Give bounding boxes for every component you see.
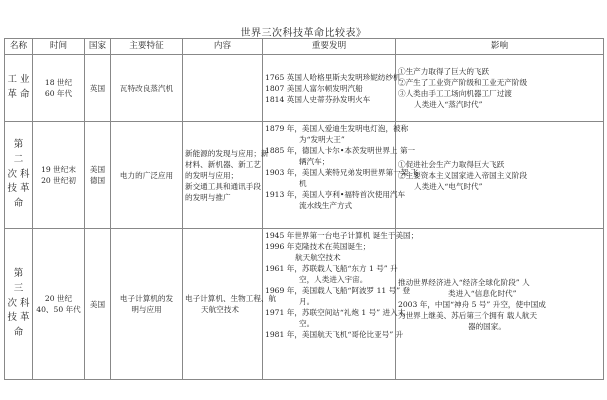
impact-cell: ①生产力取得了巨大的飞跃 ②产生了工业资产阶级和工业无产阶级 ③人类由手工工场向机器工厂过渡 人类进入“蒸汽时代” <box>396 55 604 122</box>
content-cell <box>183 55 263 122</box>
comparison-table <box>4 38 604 380</box>
table-row <box>5 122 604 229</box>
header-country: 国家 <box>85 39 111 55</box>
header-time: 时间 <box>33 39 85 55</box>
feature-cell: 电子计算机的发 明与应用 <box>111 229 183 380</box>
content-cell: 电子计算机、生物工程、航 天航空技术 <box>183 229 263 380</box>
header-impact: 影响 <box>396 39 604 55</box>
name-cell: 第 三 次 科 技 革 命 <box>5 229 33 380</box>
table-row <box>5 55 604 122</box>
header-row <box>5 39 604 55</box>
country-cell: 美国 <box>85 229 111 380</box>
inventions-cell: 1879 年，美国人爱迪生发明电灯泡，被称 为“发明大王” 1885 年，德国人卡尔•本茨发明世界上 第一 辆汽车； 1903 年，美国人莱特兄弟发明世界第一架 飞 机 1913 年，美国人亨利•福特首次使用汽车 流水线生产方式 <box>263 122 396 229</box>
document-title: 世界三次科技革命比较表》 <box>240 28 367 39</box>
country-cell: 美国 德国 <box>85 122 111 229</box>
impact-cell: ①促进社会生产力取得巨大飞跃 ②主要资本主义国家进入帝国主义阶段 人类进入“电气时代” <box>396 122 604 229</box>
content-cell: 新能源的发现与应用；新 材料、新机器、新工艺 的发明与应用； 新交通工具和通讯手段 的发明与推广 <box>183 122 263 229</box>
inventions-cell: 1945 年世界第一台电子计算机 诞生于美国； 1996 年克隆技术在英国诞生； 航天航空技术 1961 年，苏联载人飞船“东方 1 号” 升 空，人类进入宇宙。 1969 年，美国载人飞船“阿波罗 11 号” 登 月。 1971 年，苏联空间站“礼炮 1 号” 进入太 空。 1981 年，美国航天飞机“哥伦比亚号” 升 <box>263 229 396 380</box>
header-name: 名称 <box>5 39 33 55</box>
country-cell: 英国 <box>85 55 111 122</box>
name-cell: 工 业 革 命 <box>5 55 33 122</box>
inventions-cell: 1765 英国人哈格里斯夫发明珍妮纺纱机 1807 美国人富尔顿发明汽船 1814 英国人史蒂芬孙发明火车 <box>263 55 396 122</box>
name-cell: 第 二 次 科 技 革 命 <box>5 122 33 229</box>
time-cell: 20 世纪 40、50 年代 <box>33 229 85 380</box>
table-row <box>5 229 604 380</box>
impact-cell: 推动世界经济进入“经济全球化阶段” 人 类进入“信息化时代” 2003 年，中国“神舟 5 号” 升空，使中国成 为世界上继美、苏后第三个拥有 载人航天 器的国家。 <box>396 229 604 380</box>
header-feature: 主要特征 <box>111 39 183 55</box>
header-inventions: 重要发明 <box>263 39 396 55</box>
feature-cell: 电力的广泛应用 <box>111 122 183 229</box>
header-content: 内容 <box>183 39 263 55</box>
time-cell: 18 世纪 60 年代 <box>33 55 85 122</box>
time-cell: 19 世纪末 20 世纪初 <box>33 122 85 229</box>
feature-cell: 瓦特改良蒸汽机 <box>111 55 183 122</box>
